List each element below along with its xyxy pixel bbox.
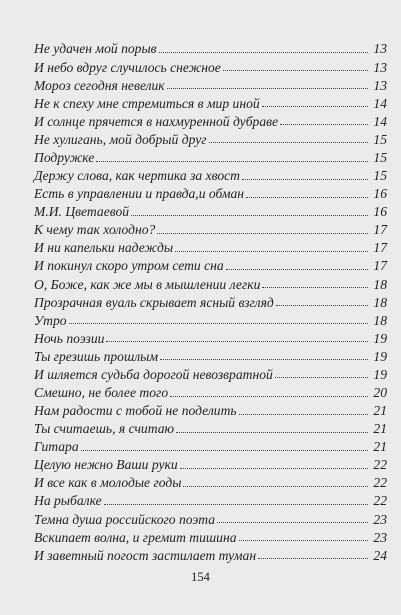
- dot-leader: [180, 468, 368, 469]
- dot-leader: [209, 142, 368, 143]
- toc-entry-title: И ни капельки надежды: [34, 240, 174, 256]
- dot-leader: [81, 450, 368, 451]
- toc-entry-page: 17: [373, 258, 387, 274]
- toc-entry: [34, 92, 387, 110]
- dot-leader: [246, 197, 368, 198]
- toc-entry-page: 22: [373, 457, 387, 473]
- toc-entry-title: Не хулигань, мой добрый друг: [34, 131, 207, 147]
- toc-entry-page: 19: [373, 348, 387, 364]
- toc-entry: [34, 544, 387, 562]
- toc-entry: [34, 255, 387, 273]
- toc-entry: [34, 237, 387, 255]
- toc-entry-title: И все как в молодые годы: [34, 475, 182, 491]
- toc-entry-title: И шляется судьба дорогой невозвратной: [34, 366, 273, 382]
- toc-entry-title: И заветный погост застилает туман: [34, 547, 257, 563]
- toc-entry-page: 16: [373, 204, 387, 220]
- toc-entry-page: 22: [373, 475, 387, 491]
- toc-entry: [34, 526, 387, 544]
- toc-entry-title: Смешно, не более того: [34, 384, 169, 400]
- dot-leader: [157, 233, 368, 234]
- dot-leader: [96, 161, 368, 162]
- toc-entry-title: И покинул скоро утром сети сна: [34, 258, 224, 274]
- toc-entry: [34, 219, 387, 237]
- dot-leader: [159, 52, 368, 53]
- toc-entry-title: Ночь поэзии: [34, 330, 105, 346]
- dot-leader: [280, 124, 368, 125]
- toc-entry: [34, 381, 387, 399]
- toc-entry-title: Гитара: [34, 439, 79, 455]
- toc-entry-page: 13: [373, 59, 387, 75]
- toc-entry-title: Мороз сегодня невелик: [34, 77, 165, 93]
- toc-entry-page: 19: [373, 330, 387, 346]
- toc-entry-page: 17: [373, 240, 387, 256]
- toc-entry: [34, 38, 387, 56]
- table-of-contents: [34, 38, 387, 562]
- toc-entry-title: Целую нежно Ваши руки: [34, 457, 178, 473]
- toc-entry: [34, 273, 387, 291]
- dot-leader: [226, 269, 368, 270]
- page-number: 154: [191, 570, 210, 584]
- toc-entry-page: 24: [373, 547, 387, 563]
- toc-entry-page: 22: [373, 493, 387, 509]
- toc-entry: [34, 56, 387, 74]
- dot-leader: [69, 323, 368, 324]
- toc-entry-title: Ты считаешь, я считаю: [34, 421, 175, 437]
- toc-entry: [34, 291, 387, 309]
- toc-entry: [34, 400, 387, 418]
- toc-entry-page: 17: [373, 222, 387, 238]
- toc-entry: [34, 436, 387, 454]
- dot-leader: [239, 414, 368, 415]
- toc-entry: [34, 327, 387, 345]
- toc-entry-page: 15: [373, 149, 387, 165]
- dot-leader: [217, 522, 368, 523]
- toc-entry-title: Не к спеху мне стремиться в мир иной: [34, 95, 260, 111]
- dot-leader: [262, 287, 368, 288]
- dot-leader: [242, 179, 368, 180]
- toc-entry-page: 13: [373, 41, 387, 57]
- toc-entry-page: 13: [373, 77, 387, 93]
- toc-entry-title: М.И. Цветаевой: [34, 204, 130, 220]
- toc-entry: [34, 363, 387, 381]
- dot-leader: [258, 558, 368, 559]
- toc-entry-page: 18: [373, 276, 387, 292]
- toc-entry-title: Вскипает волна, и гремит тишина: [34, 529, 237, 545]
- toc-entry-page: 23: [373, 529, 387, 545]
- toc-entry: [34, 201, 387, 219]
- toc-entry-title: Ты грезишь прошлым: [34, 348, 159, 364]
- toc-entry-title: И солнце прячется в нахмуренной дубраве: [34, 113, 279, 129]
- dot-leader: [262, 106, 368, 107]
- toc-entry: [34, 74, 387, 92]
- toc-entry-page: 14: [373, 113, 387, 129]
- toc-entry: [34, 490, 387, 508]
- toc-entry-page: 15: [373, 131, 387, 147]
- toc-entry-title: К чему так холодно?: [34, 222, 156, 238]
- dot-leader: [167, 88, 368, 89]
- toc-entry-page: 15: [373, 168, 387, 184]
- toc-entry-title: Держу слова, как чертика за хвост: [34, 168, 240, 184]
- toc-entry: [34, 165, 387, 183]
- toc-entry-page: 19: [373, 366, 387, 382]
- toc-entry-page: 20: [373, 384, 387, 400]
- dot-leader: [275, 377, 368, 378]
- toc-entry-page: 16: [373, 186, 387, 202]
- dot-leader: [175, 251, 368, 252]
- dot-leader: [183, 486, 368, 487]
- toc-entry-title: Есть в управлении и правда,и обман: [34, 186, 245, 202]
- toc-entry-page: 23: [373, 511, 387, 527]
- toc-entry: [34, 472, 387, 490]
- dot-leader: [276, 305, 368, 306]
- toc-entry: [34, 110, 387, 128]
- toc-entry: [34, 418, 387, 436]
- toc-entry: [34, 183, 387, 201]
- dot-leader: [239, 540, 369, 541]
- dot-leader: [104, 504, 368, 505]
- dot-leader: [170, 396, 368, 397]
- toc-entry: [34, 345, 387, 363]
- dot-leader: [223, 70, 368, 71]
- toc-entry-title: И небо вдруг случилось снежное: [34, 59, 221, 75]
- dot-leader: [106, 341, 368, 342]
- toc-entry: [34, 508, 387, 526]
- toc-entry-page: 21: [373, 421, 387, 437]
- toc-entry-title: О, Боже, как же мы в мышлении легки: [34, 276, 261, 292]
- toc-entry-title: Нам радости с тобой не поделить: [34, 403, 237, 419]
- toc-entry: [34, 146, 387, 164]
- toc-entry-page: 18: [373, 312, 387, 328]
- toc-entry-page: 21: [373, 403, 387, 419]
- toc-entry: [34, 454, 387, 472]
- dot-leader: [131, 215, 368, 216]
- toc-entry-page: 18: [373, 294, 387, 310]
- dot-leader: [176, 432, 368, 433]
- dot-leader: [160, 359, 368, 360]
- toc-entry: [34, 309, 387, 327]
- toc-entry-title: Темна душа российского поэта: [34, 511, 215, 527]
- toc-entry-title: Утро: [34, 312, 67, 328]
- toc-entry-title: На рыбалке: [34, 493, 102, 509]
- toc-entry-page: 21: [373, 439, 387, 455]
- toc-entry-title: Прозрачная вуаль скрывает ясный взгляд: [34, 294, 274, 310]
- toc-entry: [34, 128, 387, 146]
- toc-entry-page: 14: [373, 95, 387, 111]
- toc-entry-title: Подружке: [34, 149, 95, 165]
- toc-entry-title: Не удачен мой порыв: [34, 41, 157, 57]
